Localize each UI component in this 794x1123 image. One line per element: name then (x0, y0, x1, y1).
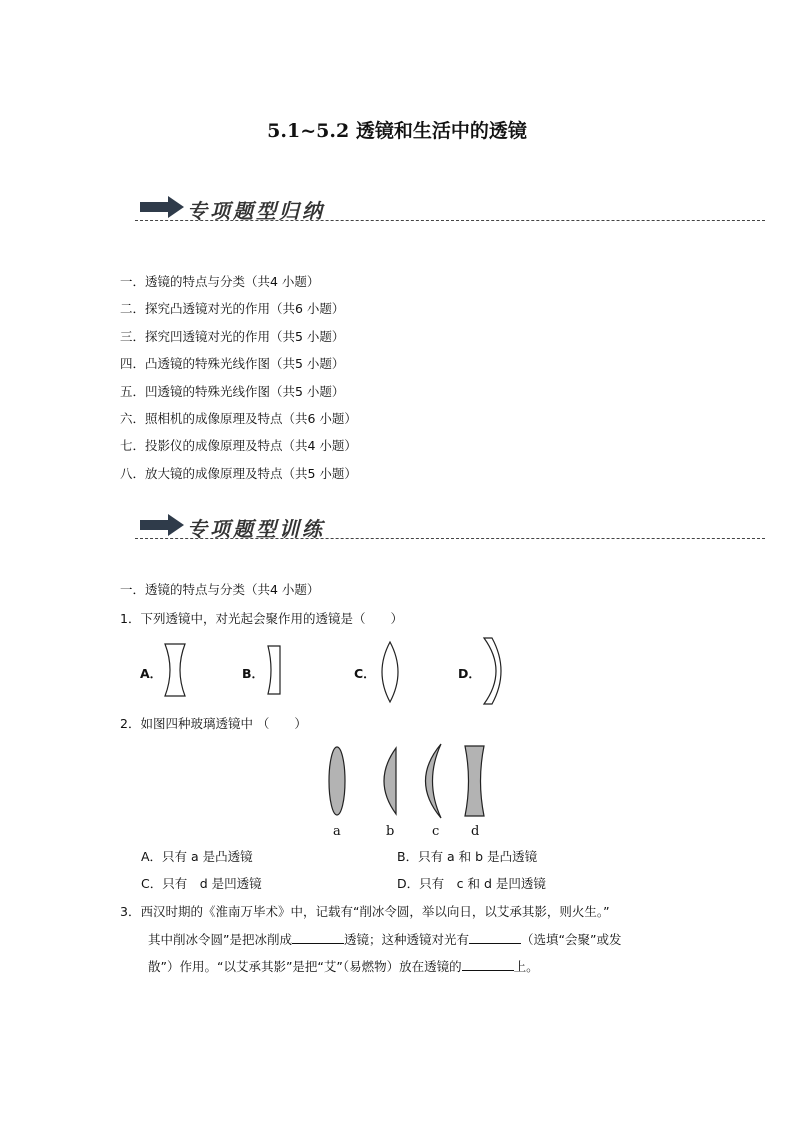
q3-text: 上。 (513, 959, 539, 974)
topic-list (120, 272, 540, 491)
topic-item: 一．透镜的特点与分类（共4 小题） (120, 274, 320, 289)
section-banner-summary (135, 192, 765, 228)
figure-label: a (333, 824, 341, 839)
concave-lens-icon (162, 642, 188, 698)
q3-text: 透镜；这种透镜对光有 (343, 932, 469, 947)
topic-item: 二．探究凸透镜对光的作用（共6 小题） (120, 301, 345, 317)
q3-text: 其中削冰令圆”是把冰削成 (148, 932, 292, 947)
q3-text: （选填“会聚”或发 (521, 932, 622, 947)
arrow-right-icon (140, 514, 184, 536)
plano-concave-lens-icon (265, 644, 285, 696)
part-heading: 一．透镜的特点与分类（共4 小题） (120, 582, 320, 597)
q1-option-c-label: C． (354, 666, 376, 681)
lens-a-icon (329, 747, 345, 815)
q1-option-b-label: B． (242, 666, 265, 681)
section-label: 专项题型归纳 (187, 199, 325, 223)
section-banner-practice (135, 510, 765, 546)
figure-label: b (386, 824, 395, 839)
lens-figure (320, 740, 500, 822)
meniscus-lens-icon (478, 636, 508, 706)
topic-item: 四．凸透镜的特殊光线作图（共5 小题） (120, 356, 345, 372)
q2-option-c: C．只有 d 是凹透镜 (141, 876, 262, 891)
figure-label: d (471, 824, 480, 839)
q1-option-d-label: D． (458, 666, 481, 681)
question-3-line-3 (148, 956, 708, 977)
question-3-line-1: 3．西汉时期的《淮南万毕术》中，记载有“削冰令圆，举以向日，以艾承其影，则火生。” (120, 904, 610, 919)
q2-option-d: D．只有 c 和 d 是凹透镜 (397, 876, 546, 891)
section-divider (135, 538, 765, 539)
section-label: 专项题型训练 (187, 517, 325, 541)
arrow-right-icon (140, 196, 184, 218)
question-2-stem: 2．如图四种玻璃透镜中 （ ） (120, 716, 307, 731)
topic-item: 八．放大镜的成像原理及特点（共5 小题） (120, 465, 357, 481)
topic-item: 五．凹透镜的特殊光线作图（共5 小题） (120, 383, 345, 399)
answer-blank[interactable] (469, 929, 521, 944)
topic-item: 三．探究凹透镜对光的作用（共5 小题） (120, 328, 345, 344)
lens-b-icon (384, 748, 396, 814)
q1-option-a-label: A． (140, 666, 163, 681)
q2-option-b: B．只有 a 和 b 是凸透镜 (397, 849, 538, 864)
section-divider (135, 220, 765, 221)
q2-option-a: A．只有 a 是凸透镜 (141, 849, 253, 864)
lens-d-icon (465, 746, 484, 816)
topic-item: 七．投影仪的成像原理及特点（共4 小题） (120, 438, 357, 454)
question-1-stem: 1．下列透镜中，对光起会聚作用的透镜是（ ） (120, 611, 403, 626)
figure-label: c (432, 824, 440, 839)
page-title: 5.1~5.2 透镜和生活中的透镜 (267, 120, 527, 142)
topic-item: 六．照相机的成像原理及特点（共6 小题） (120, 410, 357, 426)
q3-text: 散”）作用。“以艾承其影”是把“艾”（易燃物）放在透镜的 (148, 959, 462, 974)
convex-lens-icon (374, 640, 406, 704)
answer-blank[interactable] (462, 956, 514, 971)
lens-c-icon (426, 744, 442, 818)
answer-blank[interactable] (292, 929, 344, 944)
question-3-line-2 (148, 929, 708, 950)
